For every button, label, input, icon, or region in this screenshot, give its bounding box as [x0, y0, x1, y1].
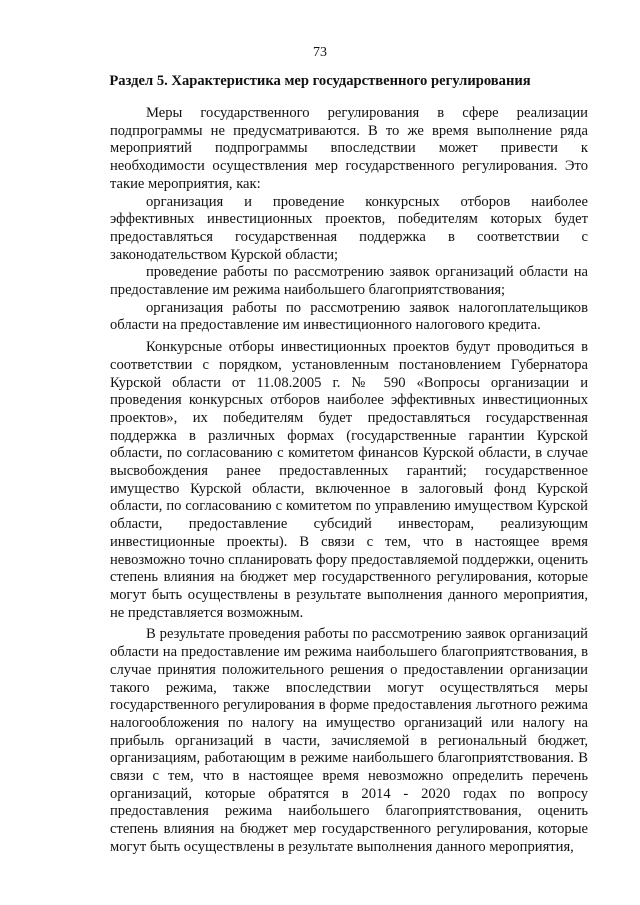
document-body	[110, 105, 588, 857]
page-number: 73	[313, 45, 327, 60]
paragraph-contest-procedure: Конкурсные отборы инвестиционных проектов будут проводиться в соответствии с порядком, установленным постановлением Губернатора Курской области от 11.08.2005 г. № 590 «Вопросы организации и проведения конкурсных отборов наиболее эффективных инвестиционных проектов», их победителям будет предоставляться государственная поддержка в различных формах (государственные гарантии Курской области, по согласованию с комитетом финансов Курской области, в случае высвобождения ранее предоставленных гарантий; государственное имущество Курской области, включенное в залоговый фонд Курской области, по согласованию с комитетом по управлению имуществом Курской области, предоставление субсидий инвесторам, реализующим инвестиционные проекты). В связи с тем, что в настоящее время невозможно точно спланировать фору предоставляемой поддержки, оценить степень влияния на бюджет мер государственного регулирования, которые могут быть осуществлены в результате выполнения данного мероприятия, не представляется возможным.	[110, 339, 588, 621]
paragraph-item-contests: организация и проведение конкурсных отборов наиболее эффективных инвестиционных проектов, победителям которых будет предоставляться государственная поддержка в соответствии с законодательством Курской области;	[110, 193, 588, 263]
paragraph-favorable-regime: В результате проведения работы по рассмотрению заявок организаций области на предоставление им режима наибольшего благоприятствования, в случае принятия положительного решения о предоставлении организации такого режима, также впоследствии могут осуществляться меры государственного регулирования в форме предоставления льготного режима налогообложения по налогу на имущество организаций или налогу на прибыль организаций в части, зачисляемой в региональный бюджет, организациям, работающим в режиме наибольшего благоприятствования. В связи с тем, что в настоящее время невозможно определить перечень организаций, которые обратятся в 2014 - 2020 годах по вопросу предоставления режима наибольшего благоприятствования, оценить степень влияния на бюджет мер государственного регулирования, которые могут быть осуществлены в результате выполнения данного мероприятия,	[110, 626, 588, 855]
paragraph-intro: Меры государственного регулирования в сфере реализации подпрограммы не предусматриваются. В то же время выполнение ряда мероприятий подпрограммы впоследствии может привести к необходимости осуществления мер государственного регулирования. Это такие мероприятия, как:	[110, 105, 588, 192]
paragraph-item-applications: проведение работы по рассмотрению заявок организаций области на предоставление им режима наибольшего благоприятствования;	[110, 264, 588, 299]
paragraph-item-tax-credit: организация работы по рассмотрению заявок налогоплательщиков области на предоставление им инвестиционного налогового кредита.	[110, 299, 588, 334]
section-title: Раздел 5. Характеристика мер государственного регулирования	[109, 73, 531, 89]
